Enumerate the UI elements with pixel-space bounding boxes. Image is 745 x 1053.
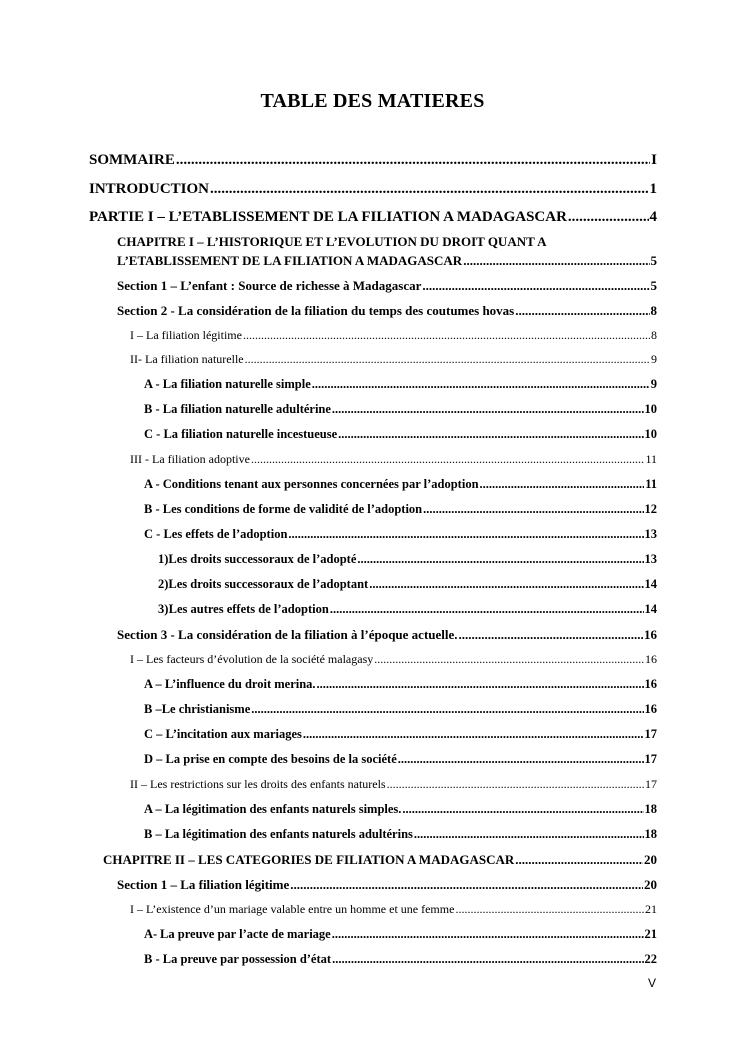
toc-entry-page: 18: [644, 827, 657, 841]
leader-dots: [480, 477, 645, 492]
leader-dots: [332, 402, 644, 417]
toc-entry-page: 13: [644, 527, 657, 541]
leader-dots: [422, 278, 649, 294]
toc-entry-label: Les droits successoraux de l’adopté: [168, 552, 357, 566]
toc-entry-chapitre-1-line1[interactable]: [117, 234, 657, 250]
toc-entry-label: B - La preuve par possession d’état: [144, 952, 332, 966]
toc-entry-label: CHAPITRE I – L’HISTORIQUE ET L’EVOLUTION DU DROIT QUANT A: [117, 234, 547, 249]
toc-entry-page: 16: [644, 677, 657, 691]
toc-entry-label: Les droits successoraux de l’adoptant: [168, 577, 369, 591]
toc-entry-label: A – La légitimation des enfants naturels simples.: [144, 802, 402, 816]
toc-entry-label: I – L’existence d’un mariage valable entre un homme et une femme: [130, 902, 455, 916]
toc-entry-page: 12: [644, 502, 657, 516]
toc-entry-filiation-naturelle-simple[interactable]: [144, 377, 657, 392]
toc-entry-page: 8: [650, 303, 657, 318]
toc-entry-label: PARTIE I – L’ETABLISSEMENT DE LA FILIATION A MADAGASCAR: [89, 209, 567, 225]
toc-entry-facteurs-evolution[interactable]: [130, 652, 657, 667]
toc-entry-page: 14: [644, 602, 657, 616]
toc-entry-label: La preuve par l’acte de mariage: [160, 927, 331, 941]
leader-dots: [312, 377, 650, 392]
toc-entry-label: Section 3 - La considération de la filiation à l’époque actuelle.: [117, 627, 458, 642]
toc-entry-page: 8: [651, 328, 657, 342]
toc-entry-droits-adopte[interactable]: [158, 552, 657, 567]
toc-entry-label: C - Les effets de l’adoption: [144, 527, 288, 541]
toc-entry-page: 5: [650, 278, 657, 293]
leader-dots: [374, 652, 644, 667]
toc-entry-conditions-forme[interactable]: [144, 502, 657, 517]
toc-entry-page: 13: [644, 552, 657, 566]
toc-entry-legitimation-adulterins[interactable]: [144, 827, 657, 842]
leader-dots: [387, 777, 644, 792]
leader-dots: [369, 577, 643, 592]
toc-entry-page: 18: [644, 802, 657, 816]
toc-entry-label: B - La filiation naturelle adultérine: [144, 402, 331, 416]
leader-dots: [317, 677, 644, 692]
leader-dots: [515, 852, 643, 868]
toc-entry-page: 17: [645, 777, 657, 791]
leader-dots: [245, 352, 650, 367]
toc-entry-page: 4: [649, 209, 657, 225]
leader-dots: [463, 253, 649, 269]
toc-entry-page: 16: [644, 702, 657, 716]
toc-entry-number: 1): [158, 552, 169, 566]
toc-entry-label: A - La filiation naturelle simple: [144, 377, 311, 391]
leader-dots: [459, 627, 643, 643]
toc-entry-label: D – La prise en compte des besoins de la société: [144, 752, 397, 766]
leader-dots: [398, 752, 644, 767]
leader-dots: [330, 602, 644, 617]
toc-entry-introduction[interactable]: [89, 181, 657, 198]
toc-entry-page: 14: [644, 577, 657, 591]
toc-entry-label: Section 1 – L’enfant : Source de richesse à Madagascar: [117, 278, 422, 293]
leader-dots: [357, 552, 643, 567]
leader-dots: [243, 328, 650, 343]
toc-entry-label: SOMMAIRE: [89, 152, 175, 168]
leader-dots: [338, 427, 643, 442]
toc-entry-page: 1: [649, 181, 657, 197]
toc-entry-page: 10: [644, 402, 657, 416]
toc-entry-chapitre-1-line2[interactable]: [117, 253, 657, 269]
toc-entry-chapitre-2[interactable]: [103, 852, 657, 868]
toc-entry-sommaire[interactable]: [89, 152, 657, 169]
leader-dots: [455, 902, 644, 917]
toc-entry-label: C - La filiation naturelle incestueuse: [144, 427, 338, 441]
leader-dots: [402, 802, 643, 817]
leader-dots: [414, 827, 644, 842]
toc-entry-label: CHAPITRE II – LES CATEGORIES DE FILIATION A MADAGASCAR: [103, 852, 515, 867]
toc-entry-page: 17: [644, 752, 657, 766]
toc-entry-section-1[interactable]: [117, 278, 657, 294]
toc-entry-filiation-naturelle-adulterine[interactable]: [144, 402, 657, 417]
toc-entry-legitimation-simples[interactable]: [144, 802, 657, 817]
toc-entry-label: II- La filiation naturelle: [130, 352, 244, 366]
toc-entry-besoins-societe[interactable]: [144, 752, 657, 767]
toc-entry-preuve-possession-etat[interactable]: [144, 952, 657, 967]
toc-entry-existence-mariage[interactable]: [130, 902, 657, 917]
toc-entry-filiation-naturelle-incestueuse[interactable]: [144, 427, 657, 442]
toc-entry-section-2[interactable]: [117, 303, 657, 319]
toc-entry-page: 20: [644, 852, 657, 867]
leader-dots: [568, 209, 649, 226]
toc-entry-effets-adoption[interactable]: [144, 527, 657, 542]
toc-entry-influence-droit-merina[interactable]: [144, 677, 657, 692]
leader-dots: [251, 452, 644, 467]
toc-entry-filiation-legitime[interactable]: [130, 328, 657, 343]
leader-dots: [423, 502, 643, 517]
toc-entry-label: C – L’incitation aux mariages: [144, 727, 302, 741]
toc-entry-page: 10: [644, 427, 657, 441]
toc-entry-section-1-filiation-legitime[interactable]: [117, 877, 657, 893]
leader-dots: [303, 727, 644, 742]
toc-entry-restrictions-droits[interactable]: [130, 777, 657, 792]
toc-entry-page: 9: [650, 377, 657, 391]
leader-dots: [332, 952, 643, 967]
toc-entry-page: 16: [645, 652, 657, 666]
toc-entry-christianisme[interactable]: [144, 702, 657, 717]
leader-dots: [176, 152, 650, 169]
toc-entry-label: L’ETABLISSEMENT DE LA FILIATION A MADAGASCAR: [117, 253, 463, 268]
toc-entry-label: B – La légitimation des enfants naturels adultérins: [144, 827, 413, 841]
toc-entry-preuve-acte-mariage[interactable]: [144, 927, 657, 942]
leader-dots: [288, 527, 643, 542]
toc-entry-page: I: [651, 152, 657, 168]
toc-entry-page: 9: [651, 352, 657, 366]
toc-entry-page: 11: [645, 477, 657, 491]
toc-entry-number: 2): [158, 577, 169, 591]
toc-entry-section-3[interactable]: [117, 627, 657, 643]
page-title: TABLE DES MATIERES: [260, 90, 485, 112]
toc-entry-label: B - Les conditions de forme de validité de l’adoption: [144, 502, 423, 516]
toc-entry-incitation-mariages[interactable]: [144, 727, 657, 742]
toc-entry-page: 20: [644, 877, 657, 892]
toc-entry-filiation-adoptive[interactable]: [130, 452, 657, 467]
toc-entry-conditions-personnes[interactable]: [144, 477, 657, 492]
toc-entry-label: III - La filiation adoptive: [130, 452, 250, 466]
leader-dots: [290, 877, 643, 893]
page-number: V: [648, 976, 657, 990]
toc-entry-label: B –Le christianisme: [144, 702, 251, 716]
toc-entry-number: A-: [144, 927, 158, 941]
toc-entry-page: 5: [650, 253, 657, 268]
toc-entry-page: 16: [644, 627, 657, 642]
toc-entry-page: 21: [645, 902, 657, 916]
toc-entry-droits-adoptant[interactable]: [158, 577, 657, 592]
toc-entry-page: 22: [644, 952, 657, 966]
toc-entry-label: II – Les restrictions sur les droits des enfants naturels: [130, 777, 386, 791]
toc-entry-page: 17: [644, 727, 657, 741]
toc-entry-label: Section 2 - La considération de la filiation du temps des coutumes hovas: [117, 303, 515, 318]
toc-entry-label: I – Les facteurs d’évolution de la société malagasy: [130, 652, 374, 666]
leader-dots: [515, 303, 649, 319]
toc-entry-label: A - Conditions tenant aux personnes concernées par l’adoption: [144, 477, 479, 491]
toc-entry-page: 11: [645, 452, 657, 466]
leader-dots: [210, 181, 648, 198]
toc-entry-number: 3): [158, 602, 169, 616]
toc-entry-filiation-naturelle[interactable]: [130, 352, 657, 367]
toc-entry-autres-effets[interactable]: [158, 602, 657, 617]
toc-entry-label: I – La filiation légitime: [130, 328, 242, 342]
toc-entry-label: A – L’influence du droit merina.: [144, 677, 316, 691]
toc-entry-label: INTRODUCTION: [89, 181, 210, 197]
toc-entry-label: Les autres effets de l’adoption: [168, 602, 329, 616]
toc-entry-page: 21: [644, 927, 657, 941]
leader-dots: [251, 702, 643, 717]
leader-dots: [332, 927, 644, 942]
toc-entry-label: Section 1 – La filiation légitime: [117, 877, 290, 892]
toc-entry-partie-1[interactable]: [89, 209, 657, 226]
